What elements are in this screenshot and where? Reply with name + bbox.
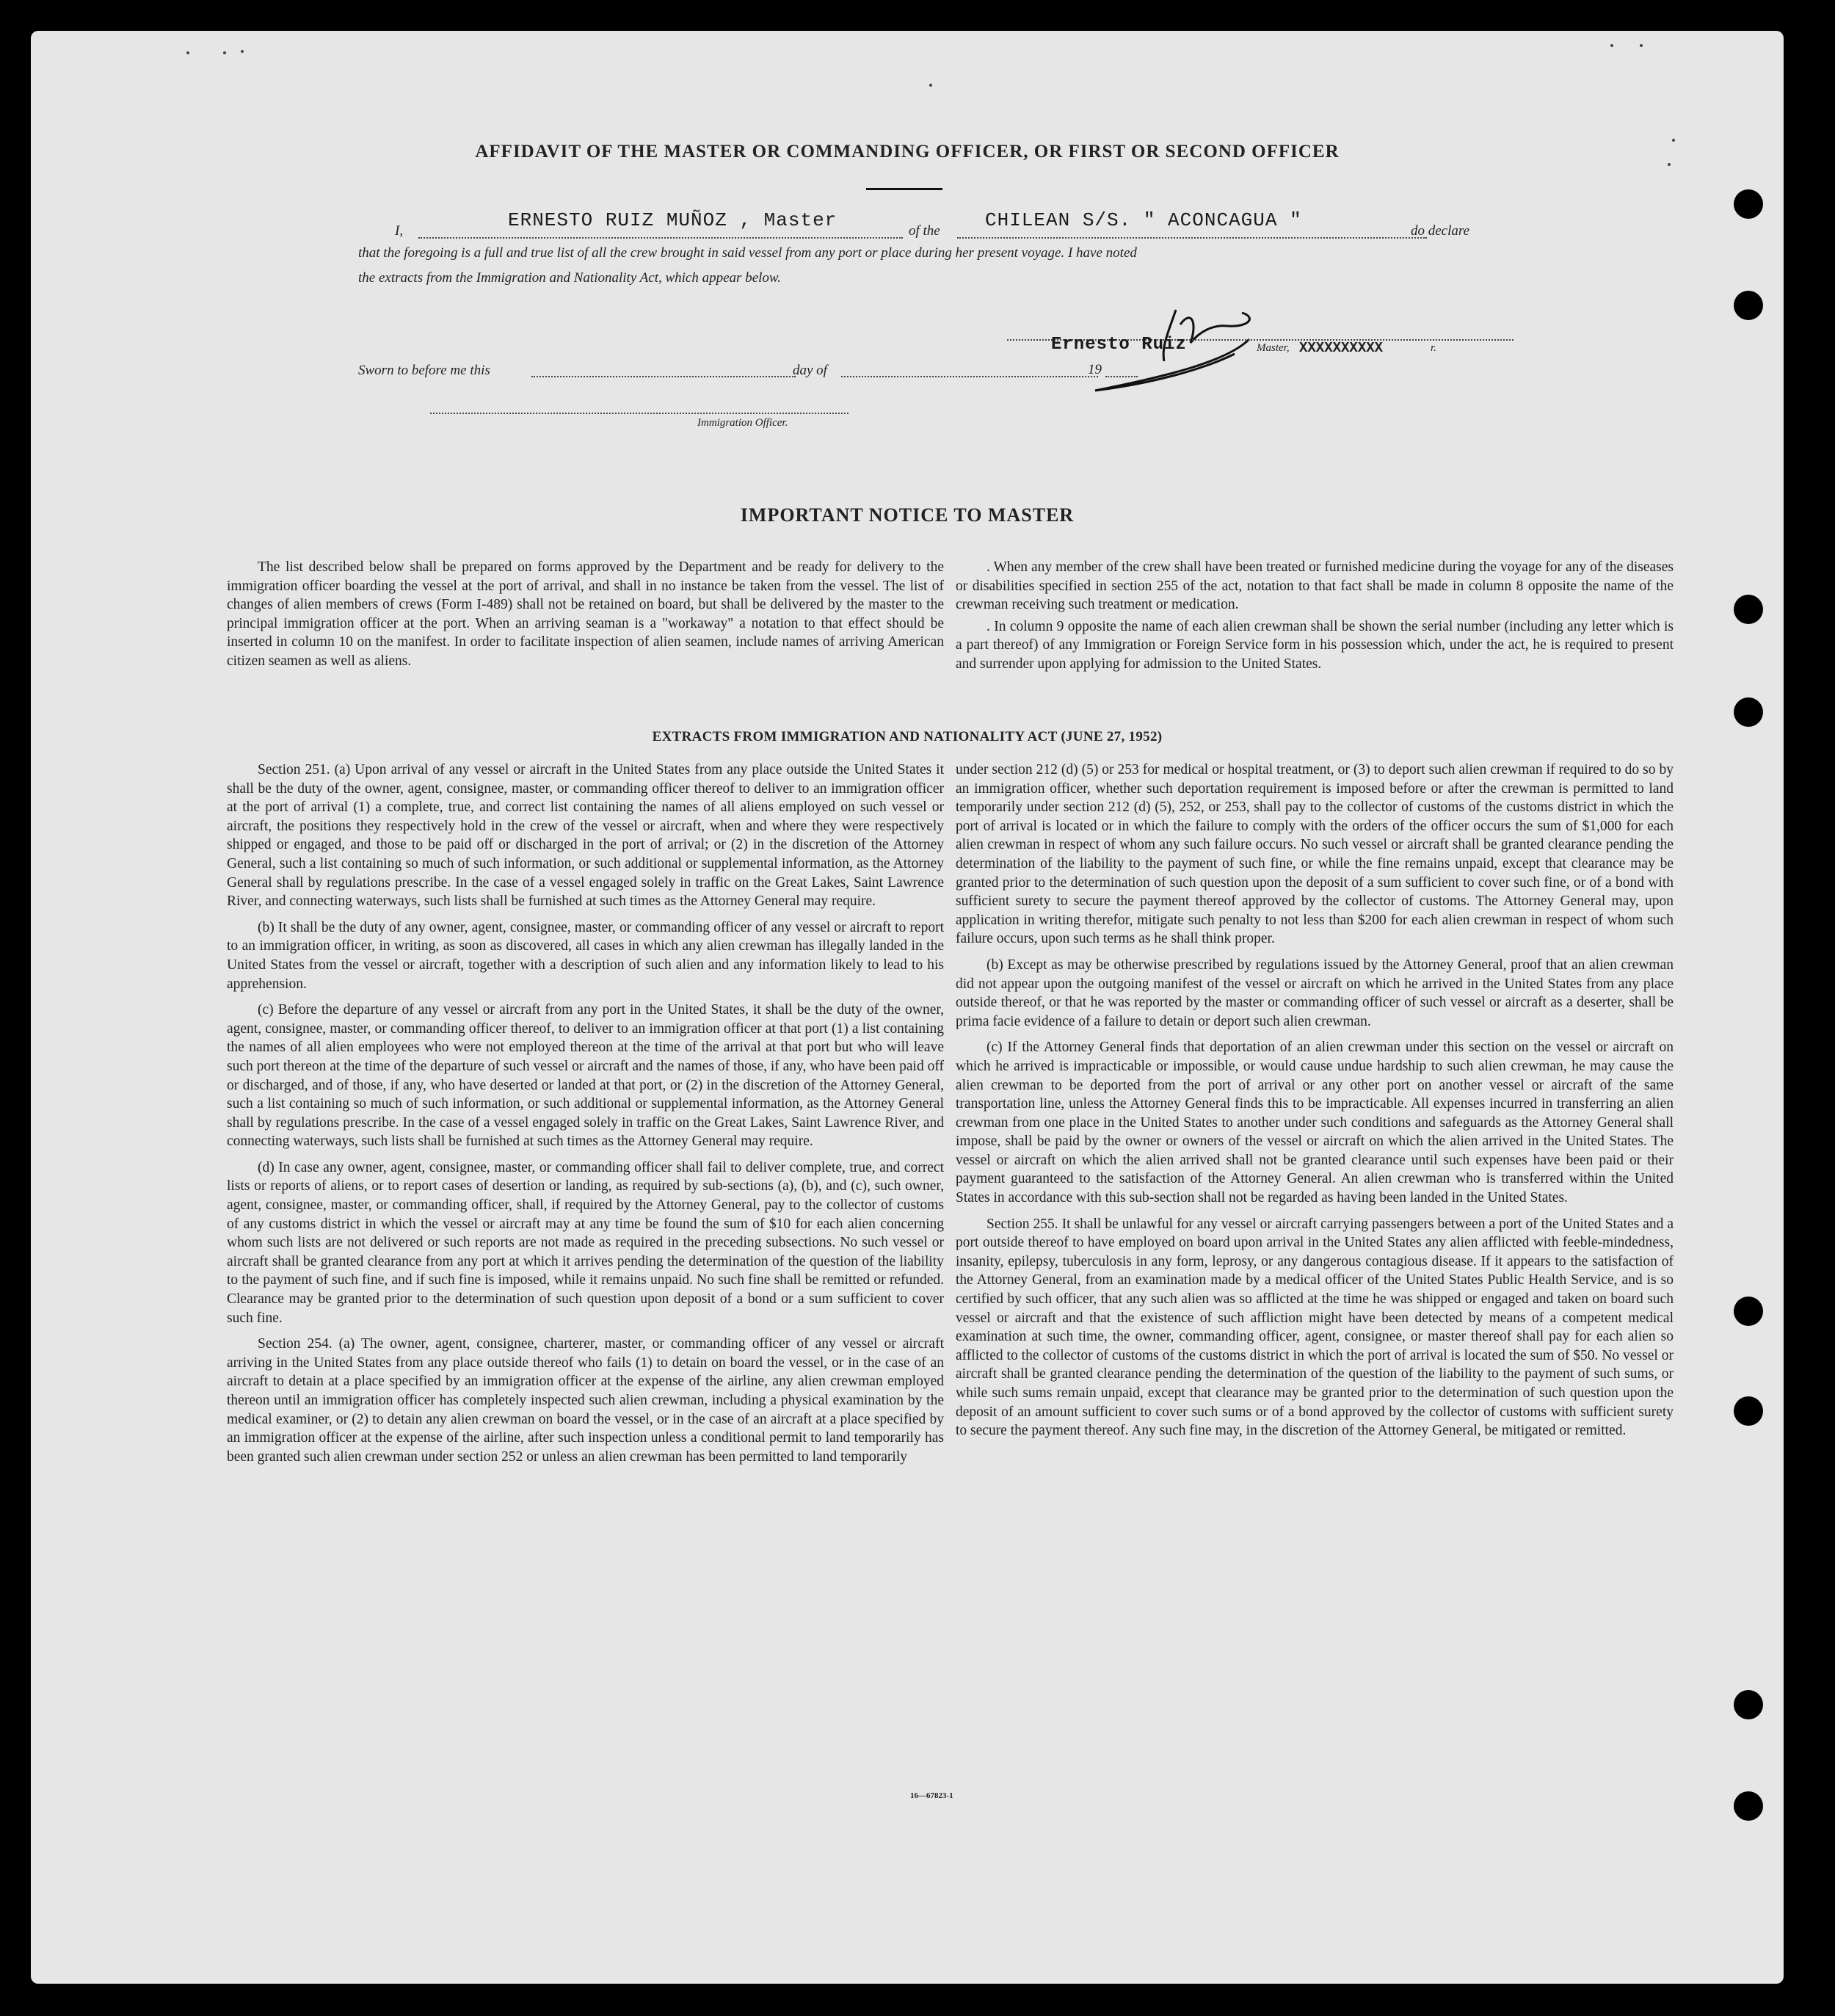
punch-hole: [1734, 189, 1763, 219]
master-label: Master,: [1257, 342, 1290, 354]
extracts-title: EXTRACTS FROM IMMIGRATION AND NATIONALITY ACT (JUNE 27, 1952): [652, 729, 1163, 744]
notice-right-paragraph-1: . When any member of the crew shall have been treated or furnished medicine during the voyage for any of the diseases or disabilities specified in section 255 of the act, notation to that fact shall be made in column 8 opposite the name of the crewman receiving such treatment or medication.: [956, 559, 1674, 613]
officer-signature-line: [430, 413, 849, 414]
extract-paragraph: (c) If the Attorney General finds that deportation of an alien crewman under this section on the vessel or aircraft on which he arrived is impracticable or impossible, or would cause undue hardship to such alien crewman, he may cause the alien crewman to be deported from the port of arrival or any other port on another vessel or aircraft of the same transportation line, unless the Attorney General finds this to be impracticable. All expenses incurred in transferring an alien crewman from one place in the United States to another under such conditions and safeguards as the Attorney General shall impose, shall be paid by the owner or owners of the vessel or aircraft on which the alien arrived in the United States. The vessel or aircraft on which the alien arrived shall not be granted clearance until such expenses have been paid or their payment guaranteed to the satisfaction of the Attorney General. An alien crewman who is transferred within the United States in accordance with this sub-section shall not be regarded as having been landed in the United States.: [956, 1040, 1674, 1206]
extract-paragraph: under section 212 (d) (5) or 253 for medical or hospital treatment, or (3) to deport such alien crewman if required to do so by an immigration officer, whether such deportation requirement is imposed before or after the crewman is permitted to land temporarily under section 212 (d) (5), 252, or 253, shall pay to the collector of customs of the customs district in which the port of arrival is located or in which the failure to comply with the orders of the officer occurs the sum of $1,000 for each alien crewman in respect of whom any such failure occurs. No such vessel or aircraft shall be granted clearance pending the determination of the liability to the payment of such fine, or while the fine remains unpaid, except that clearance may be granted prior to the determination of such question upon the deposit of a sum sufficient to cover such fine, or of a bond with sufficient surety to secure the payment thereof approved by the collector of customs. The Attorney General may, upon application in writing therefor, mitigate such penalty to not less than $200 for each alien crewman in respect of whom such failure occurs, upon such terms as he shall think proper.: [956, 762, 1674, 947]
day-of-label: day of: [793, 363, 827, 378]
master-suffix: r.: [1431, 342, 1436, 354]
month-blank: [841, 376, 1098, 377]
extract-paragraph: (b) Except as may be otherwise prescribed by regulations issued by the Attorney General, proof that an alien crewman did not appear upon the outgoing manifest of the vessel or aircraft on which he arrived in the United States from any place outside thereof, or that he was reported by the master or commanding officer of such vessel or aircraft as a deserter, shall be prima facie evidence of a failure to detain or deport such alien crewman.: [956, 957, 1674, 1029]
punch-hole: [1734, 1690, 1763, 1719]
speck: [1610, 44, 1613, 47]
extract-paragraph: (d) In case any owner, agent, consignee, master, or commanding officer shall fail to deliver complete, true, and correct lists or reports of aliens, or to report cases of desertion or landing, as required by sub-sections (a), (b), and (c), such owner, agent, consignee, master, or commanding officer, shall, if required by the Attorney General, pay to the collector of customs of any customs district in which the vessel or aircraft may at any time be found the sum of $10 for each alien concerning whom such lists are not delivered or such reports are not made as required in the preceding subsections. No such vessel or aircraft shall be granted clearance from any port at which it arrives pending the determination of the question of the liability to the payment of such fine, and if such fine is imposed, while it remains unpaid. No such fine shall be remitted or refunded. Clearance may be granted prior to the determination of such question upon deposit of a bond or a sum sufficient to cover such fine.: [227, 1159, 944, 1326]
form-code: 16—67823-1: [910, 1791, 953, 1800]
vessel-name: CHILEAN S/S. " ACONCAGUA ": [985, 209, 1302, 231]
declaration-line-3: the extracts from the Immigration and Nationality Act, which appear below.: [358, 270, 781, 286]
notice-left: [227, 558, 944, 678]
speck: [1640, 44, 1643, 47]
speck: [223, 51, 226, 54]
notice-left-paragraph: The list described below shall be prepared on forms approved by the Department and be ready for delivery to the immigration officer boarding the vessel at the port of arrival, and shall in no instance be taken from the vessel. The list of changes of alien members of crews (Form I-489) shall not be retained on board, but shall be delivered by the master to the principal immigration officer at the port. When an arriving seaman is a "workaway" a notation to that effect should be inserted in column 10 on the manifest. In order to facilitate inspection of alien seamen, include names of arriving American citizen seamen as well as aliens.: [227, 559, 944, 669]
affidavit-title: AFFIDAVIT OF THE MASTER OR COMMANDING OFFICER, OR FIRST OR SECOND OFFICER: [475, 142, 1340, 162]
punch-hole: [1734, 1297, 1763, 1326]
extracts-right-column: [956, 761, 1674, 1448]
do-declare-label: do declare: [1411, 223, 1470, 239]
name-blank: [418, 237, 903, 239]
extract-paragraph: Section 255. It shall be unlawful for any vessel or aircraft carrying passengers between a port of the United States and a port outside thereof to have employed on board upon arrival in the United States any alien afflicted with feeble-mindedness, insanity, epilepsy, tuberculosis in any form, leprosy, or any dangerous contagious disease. If it appears to the satisfaction of the Attorney General, from an examination made by a medical officer of the United States Public Health Service, and is so certified by such officer, that any such alien was so afflicted at the time he was shipped or engaged and taken on board such vessel or aircraft and that the existence of such affliction might have been detected by means of a competent medical examination at such time, the owner, commanding officer, agent, consignee, or master thereof shall pay for each alien so afflicted to the collector of customs of the customs district in which the port of arrival is located the sum of $50. No vessel or aircraft shall be granted clearance pending the determination of the question of the liability to the payment of such sums, or while such sums remain unpaid, except that clearance may be granted prior to the determination of such question upon the deposit of an amount sufficient to cover such sums or of a bond approved by the collector of customs with sufficient surety to secure the payment thereof. Any such fine may, in the discretion of the Attorney General, be mitigated or remitted.: [956, 1216, 1674, 1439]
extract-paragraph: (c) Before the departure of any vessel or aircraft from any port in the United States, it shall be the duty of the owner, agent, consignee, master, or commanding officer thereof, to deliver to an immigration officer at that port (1) a list containing the names of all alien employees who were not employed thereon at the time of the arrival at that port but who will leave such port thereon at the time of the departure of such vessel or aircraft and the names of those, if any, who have been paid off or discharged, and of those, if any, who have deserted or landed at that port, or (2) in the discretion of the Attorney General, such a list containing so much of such information, or such additional or supplemental information, as the Attorney General shall by regulations prescribe. In the case of a vessel engaged solely in traffic on the Great Lakes, Saint Lawrence River, and connecting waterways, such lists shall be furnished at such times as the Attorney General may require.: [227, 1002, 944, 1150]
punch-hole: [1734, 595, 1763, 624]
speck: [1668, 163, 1671, 166]
extract-paragraph: (b) It shall be the duty of any owner, agent, consignee, master, or commanding officer of any vessel or aircraft to report to an immigration officer, in writing, as soon as discovered, all cases in which any alien crewman has illegally landed in the United States from the vessel or aircraft, together with a description of such alien and any information likely to lead to his apprehension.: [227, 919, 944, 992]
vessel-blank: [957, 237, 1427, 239]
master-strikeout: XXXXXXXXXX: [1299, 340, 1384, 356]
extracts-left-column: [227, 761, 944, 1473]
of-the-label: of the: [909, 223, 940, 239]
year-label: 19: [1088, 362, 1102, 377]
speck: [186, 51, 189, 54]
officer-label: Immigration Officer.: [697, 417, 788, 429]
signature-typed-name: Ernesto Ruiz: [1051, 335, 1187, 355]
title-rule: [866, 188, 942, 190]
master-name: ERNESTO RUIZ MUÑOZ , Master: [508, 209, 837, 231]
punch-hole: [1734, 697, 1763, 727]
extract-paragraph: Section 251. (a) Upon arrival of any vessel or aircraft in the United States from any place outside the United States it shall be the duty of the owner, agent, consignee, master, or commanding officer thereof to deliver to an immigration officer at the port of arrival (1) a complete, true, and correct list containing the names of all aliens employed on such vessel or aircraft, the positions they respectively hold in the crew of the vessel or aircraft, when and where they were respectively shipped or engaged, and those to be paid off or discharged in the port of arrival; or (2) in the discretion of the Attorney General, such a list containing so much of such information, or such additional or supplemental information, as the Attorney General shall by regulations prescribe. In the case of a vessel engaged solely in traffic on the Great Lakes, Saint Lawrence River, and connecting waterways, such lists shall be furnished at such times as the Attorney General may require.: [227, 762, 944, 910]
notice-title: IMPORTANT NOTICE TO MASTER: [740, 504, 1075, 526]
punch-hole: [1734, 1791, 1763, 1821]
sworn-day-blank: [531, 376, 796, 377]
notice-right: [956, 558, 1674, 681]
punch-hole: [1734, 1396, 1763, 1426]
sworn-label: Sworn to before me this: [358, 363, 490, 378]
extract-paragraph: Section 254. (a) The owner, agent, consignee, charterer, master, or commanding officer of any vessel or aircraft arriving in the United States from any place outside thereof who fails (1) to detain on board the vessel, or in the case of an aircraft to detain at a place specified by an immigration officer at the expense of the airline, any alien crewman employed thereon until an immigration officer has completely inspected such alien crewman, including a physical examination by the medical examiner, or (2) to detain any alien crewman on board the vessel, or in the case of an aircraft at a place specified by an immigration officer at the expense of the airline, after such inspection unless a conditional permit to land temporarily has been granted such alien crewman under section 252 or unless an alien crewman has been permitted to land temporarily: [227, 1336, 944, 1465]
year-blank: [1105, 376, 1138, 377]
declaration-prefix: I,: [395, 223, 404, 239]
punch-hole: [1734, 291, 1763, 320]
notice-right-paragraph-2: . In column 9 opposite the name of each alien crewman shall be shown the serial number (including any letter which is a part thereof) of any Immigration or Foreign Service form in his possession which, under the act, he is required to present and surrender upon applying for admission to the United States.: [956, 618, 1674, 672]
speck: [241, 50, 244, 53]
document-page: [31, 31, 1784, 1984]
declaration-line-2: that the foregoing is a full and true list of all the crew brought in said vessel from any port or place during her present voyage. I have noted: [358, 245, 1137, 261]
speck: [929, 84, 932, 87]
